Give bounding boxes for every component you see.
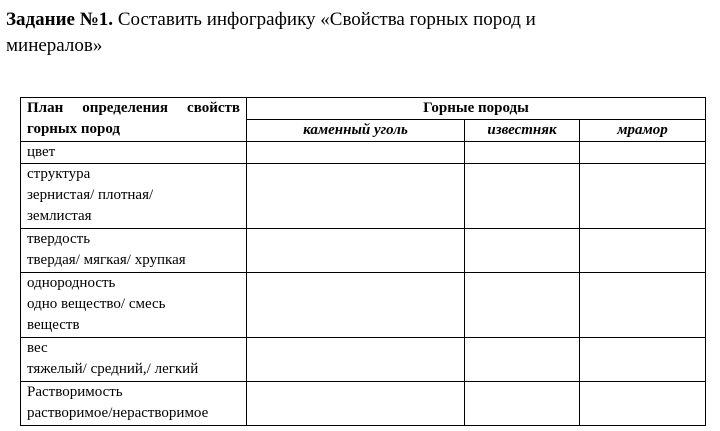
- answer-cell[interactable]: [247, 338, 465, 382]
- table-row: [21, 273, 706, 338]
- property-cell-structure: [21, 164, 247, 229]
- property-line: тяжелый/ средний,/ легкий: [27, 361, 199, 377]
- property-line: структура: [27, 166, 91, 182]
- task-number: Задание №1.: [6, 9, 114, 30]
- answer-cell[interactable]: [580, 382, 706, 426]
- property-line: растворимое/нерастворимое: [27, 405, 209, 421]
- property-line: одно вещество/ смесь: [27, 296, 166, 312]
- answer-cell[interactable]: [465, 273, 580, 338]
- answer-cell[interactable]: [580, 273, 706, 338]
- answer-cell[interactable]: [465, 164, 580, 229]
- property-cell-hardness: [21, 229, 247, 273]
- answer-cell[interactable]: [580, 164, 706, 229]
- task-title: [6, 7, 711, 59]
- task-text-line2: минералов»: [6, 35, 103, 56]
- answer-cell[interactable]: [580, 229, 706, 273]
- table-row: [21, 142, 706, 164]
- property-line: землистая: [27, 208, 92, 224]
- answer-cell[interactable]: [247, 229, 465, 273]
- property-line: твердость: [27, 231, 91, 247]
- table-row: [21, 164, 706, 229]
- answer-cell[interactable]: [247, 273, 465, 338]
- answer-cell[interactable]: [465, 142, 580, 164]
- answer-cell[interactable]: [465, 382, 580, 426]
- property-line: цвет: [27, 144, 56, 160]
- task-text-line1: Составить инфографику «Свойства горных пород и: [113, 9, 536, 30]
- plan-header-line2: горных пород: [27, 121, 121, 137]
- property-line: твердая/ мягкая/ хрупкая: [27, 252, 186, 268]
- rock-properties-table: [20, 97, 706, 426]
- rock-col-limestone: известняк: [465, 120, 580, 142]
- rocks-header-cell: Горные породы: [247, 98, 706, 120]
- table-row: [21, 338, 706, 382]
- property-line: вес: [27, 340, 48, 356]
- property-line: однородность: [27, 275, 116, 291]
- property-line: зернистая/ плотная/: [27, 187, 154, 203]
- plan-header-cell: [21, 98, 247, 142]
- property-cell-weight: [21, 338, 247, 382]
- answer-cell[interactable]: [465, 338, 580, 382]
- property-cell-homogeneity: [21, 273, 247, 338]
- property-line: веществ: [27, 317, 80, 333]
- table-row: [21, 229, 706, 273]
- answer-cell[interactable]: [465, 229, 580, 273]
- property-line: Растворимость: [27, 384, 123, 400]
- answer-cell[interactable]: [580, 338, 706, 382]
- rock-col-coal: каменный уголь: [247, 120, 465, 142]
- answer-cell[interactable]: [580, 142, 706, 164]
- answer-cell[interactable]: [247, 164, 465, 229]
- table-row: [21, 382, 706, 426]
- table-header-row: [21, 98, 706, 120]
- answer-cell[interactable]: [247, 382, 465, 426]
- rock-col-marble: мрамор: [580, 120, 706, 142]
- property-cell-solubility: [21, 382, 247, 426]
- plan-header-line1: План определения свойств: [27, 100, 240, 116]
- answer-cell[interactable]: [247, 142, 465, 164]
- property-cell-color: [21, 142, 247, 164]
